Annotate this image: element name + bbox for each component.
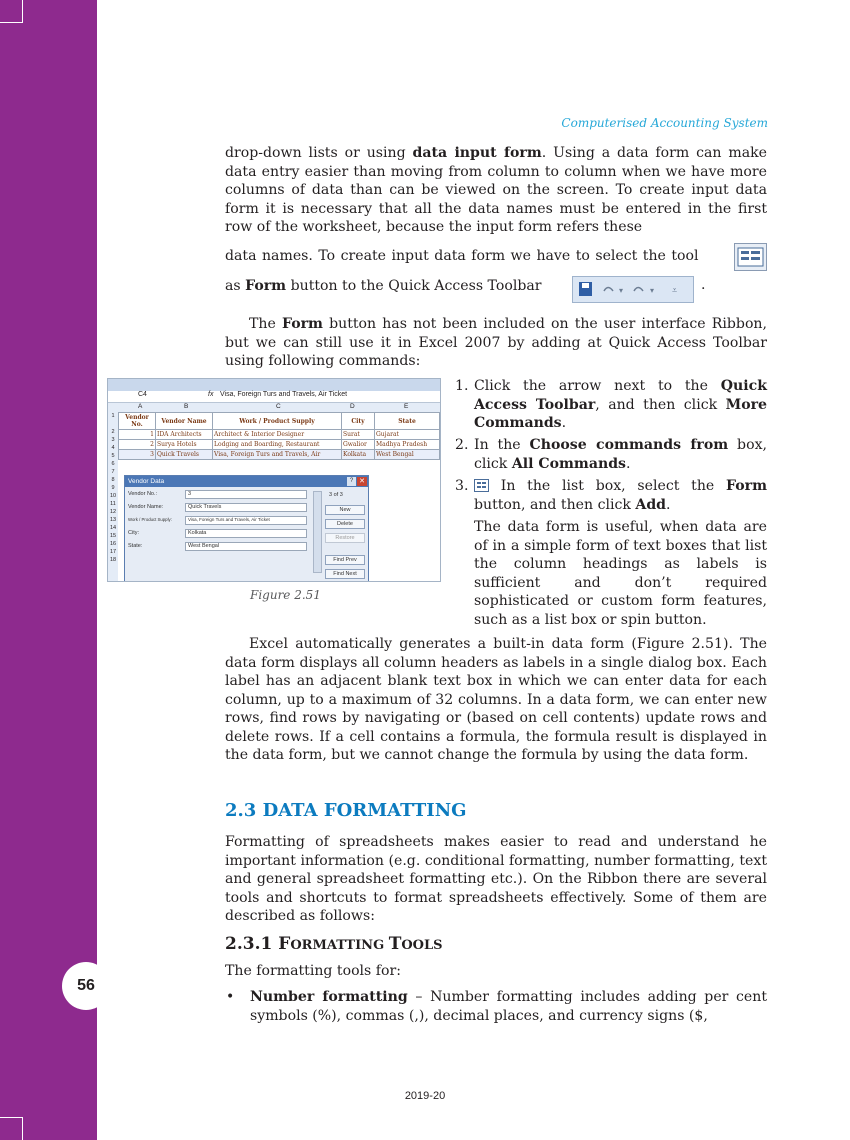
crop-mark-bottom (0, 1117, 23, 1140)
paragraph-5: The formatting tools for: (225, 963, 401, 979)
row-number-column: 1 2 3 4 5 6 7 8 9 10 11 12 13 14 15 16 17 18 (108, 412, 118, 581)
name-box: C4 (138, 391, 147, 398)
dialog-title-bar (125, 476, 368, 487)
svg-text:▾: ▾ (619, 286, 624, 295)
figure-caption: Figure 2.51 (250, 588, 321, 602)
dialog-fields (128, 491, 298, 556)
list-item: 2. In the Choose commands from box, click All Commands. (455, 437, 767, 472)
excel-title-bar (108, 379, 440, 391)
paragraph-3: Excel automatically generates a built-in data form (Figure 2.51). The data form displays all column headers as labels in a single dialog box. Each label has an adjacent blank text box in which we can enter data for each column, up to a maximum of 32 columns. In a data form, we can enter new rows, find rows by navigating or (based on cell contents) update rows and delete rows. If a cell contains a formula, the formula result is displayed in the data form, but we cannot change the formula by using the data form. (225, 636, 767, 763)
dialog-scrollbar[interactable] (313, 491, 322, 573)
paragraph-1-line-toolbar: as Form button to the Quick Access Toolbar (225, 278, 542, 294)
figure-excel-data-form (107, 378, 441, 582)
svg-text:▾: ▾ (650, 286, 655, 295)
data-form-dialog (124, 475, 369, 582)
section-heading: 2.3 DATA FORMATTING (225, 800, 467, 821)
sheet-row-selected: 3 Quick Travels Visa, Foreign Turs and Travels, Air Kolkata West Bengal (119, 450, 440, 460)
sheet-table (118, 412, 440, 460)
restore-button[interactable]: Restore (325, 533, 365, 543)
column-letter-row: A B C D E (108, 403, 440, 412)
quick-access-toolbar-icon (572, 276, 694, 303)
help-icon[interactable]: ? (347, 477, 356, 486)
bullet-icon: • (226, 989, 235, 1005)
paragraph-1: drop-down lists or using data input form. Using a data form can make data entry easier than moving from column to column when we have more columns of data than can be viewed on the screen. To create input data form it is necessary that all the data names must be entered in the first row of the worksheet, because the input form refers these (225, 145, 767, 235)
paragraph-4: Formatting of spreadsheets makes easier to read and understand he important information (e.g. conditional formatting, number formatting, text and general spreadsheet formatting etc.). On the Ribbon there are several tools and shortcuts to format spreadsheets effectively. Some of them are described as follows: (225, 834, 767, 924)
list-item: 3. In the list box, select the Form button, and then click Add. (455, 478, 767, 513)
delete-button[interactable]: Delete (325, 519, 365, 529)
list-item: 1. Click the arrow next to the Quick Access Toolbar, and then click More Commands. (455, 378, 767, 431)
crop-mark-top (0, 0, 23, 23)
dialog-field: Work / Product Supply: Visa, Foreign Turs and Travels, Air Ticket (128, 517, 298, 530)
formula-bar: C4 fx Visa, Foreign Turs and Travels, Air Ticket (108, 391, 440, 403)
form-button-icon (474, 479, 489, 492)
list-note: The data form is useful, when data are of in a simple form of text boxes that list the column headings as labels is sufficient and don’t required sophisticated or custom form features, such as a list box or spin button. (474, 519, 767, 628)
page-number: 56 (62, 962, 110, 1010)
find-next-button[interactable]: Find Next (325, 569, 365, 579)
new-button[interactable]: New (325, 505, 365, 515)
formula-text: Visa, Foreign Turs and Travels, Air Ticket (220, 391, 348, 398)
find-prev-button[interactable]: Find Prev (325, 555, 365, 565)
paragraph-2: The Form button has not been included on the user interface Ribbon, but we can still use it in Excel 2007 by adding at Quick Access Toolbar using following commands: (225, 316, 767, 369)
dialog-field: Vendor Name: Quick Travels (128, 504, 298, 517)
bullet-item: Number formatting – Number formatting includes adding per cent symbols (%), commas (,), decimal places, and currency signs ($, (250, 989, 767, 1024)
sheet-row: 1 IDA Architects Architect & Interior Designer Surat Gujarat (119, 430, 440, 440)
footer-year: 2019-20 (404, 1090, 446, 1102)
dialog-field: City: Kolkata (128, 530, 298, 543)
paragraph-1-line-tool: data names. To create input data form we have to select the tool (225, 248, 699, 264)
running-header: Computerised Accounting System (561, 116, 768, 130)
dialog-field: State: West Bengal (128, 543, 298, 556)
dialog-field: Vendor No.: 3 (128, 491, 298, 504)
close-icon[interactable]: ✕ (357, 477, 367, 486)
svg-text:⩡: ⩡ (672, 286, 678, 296)
record-counter: 3 of 3 (329, 492, 343, 498)
subsection-heading: 2.3.1 FORMATTING TOOLS (225, 934, 443, 954)
form-tool-icon (734, 243, 767, 271)
sheet-row: 2 Surya Hotels Lodging and Boarding, Restaurant Gwalior Madhya Pradesh (119, 440, 440, 450)
dialog-buttons (325, 505, 365, 579)
sheet-header-row: Vendor No. Vendor Name Work / Product Supply City State (119, 413, 440, 430)
dialog-title: Vendor Data (128, 478, 165, 485)
toolbar-sentence-period: . (701, 277, 706, 293)
